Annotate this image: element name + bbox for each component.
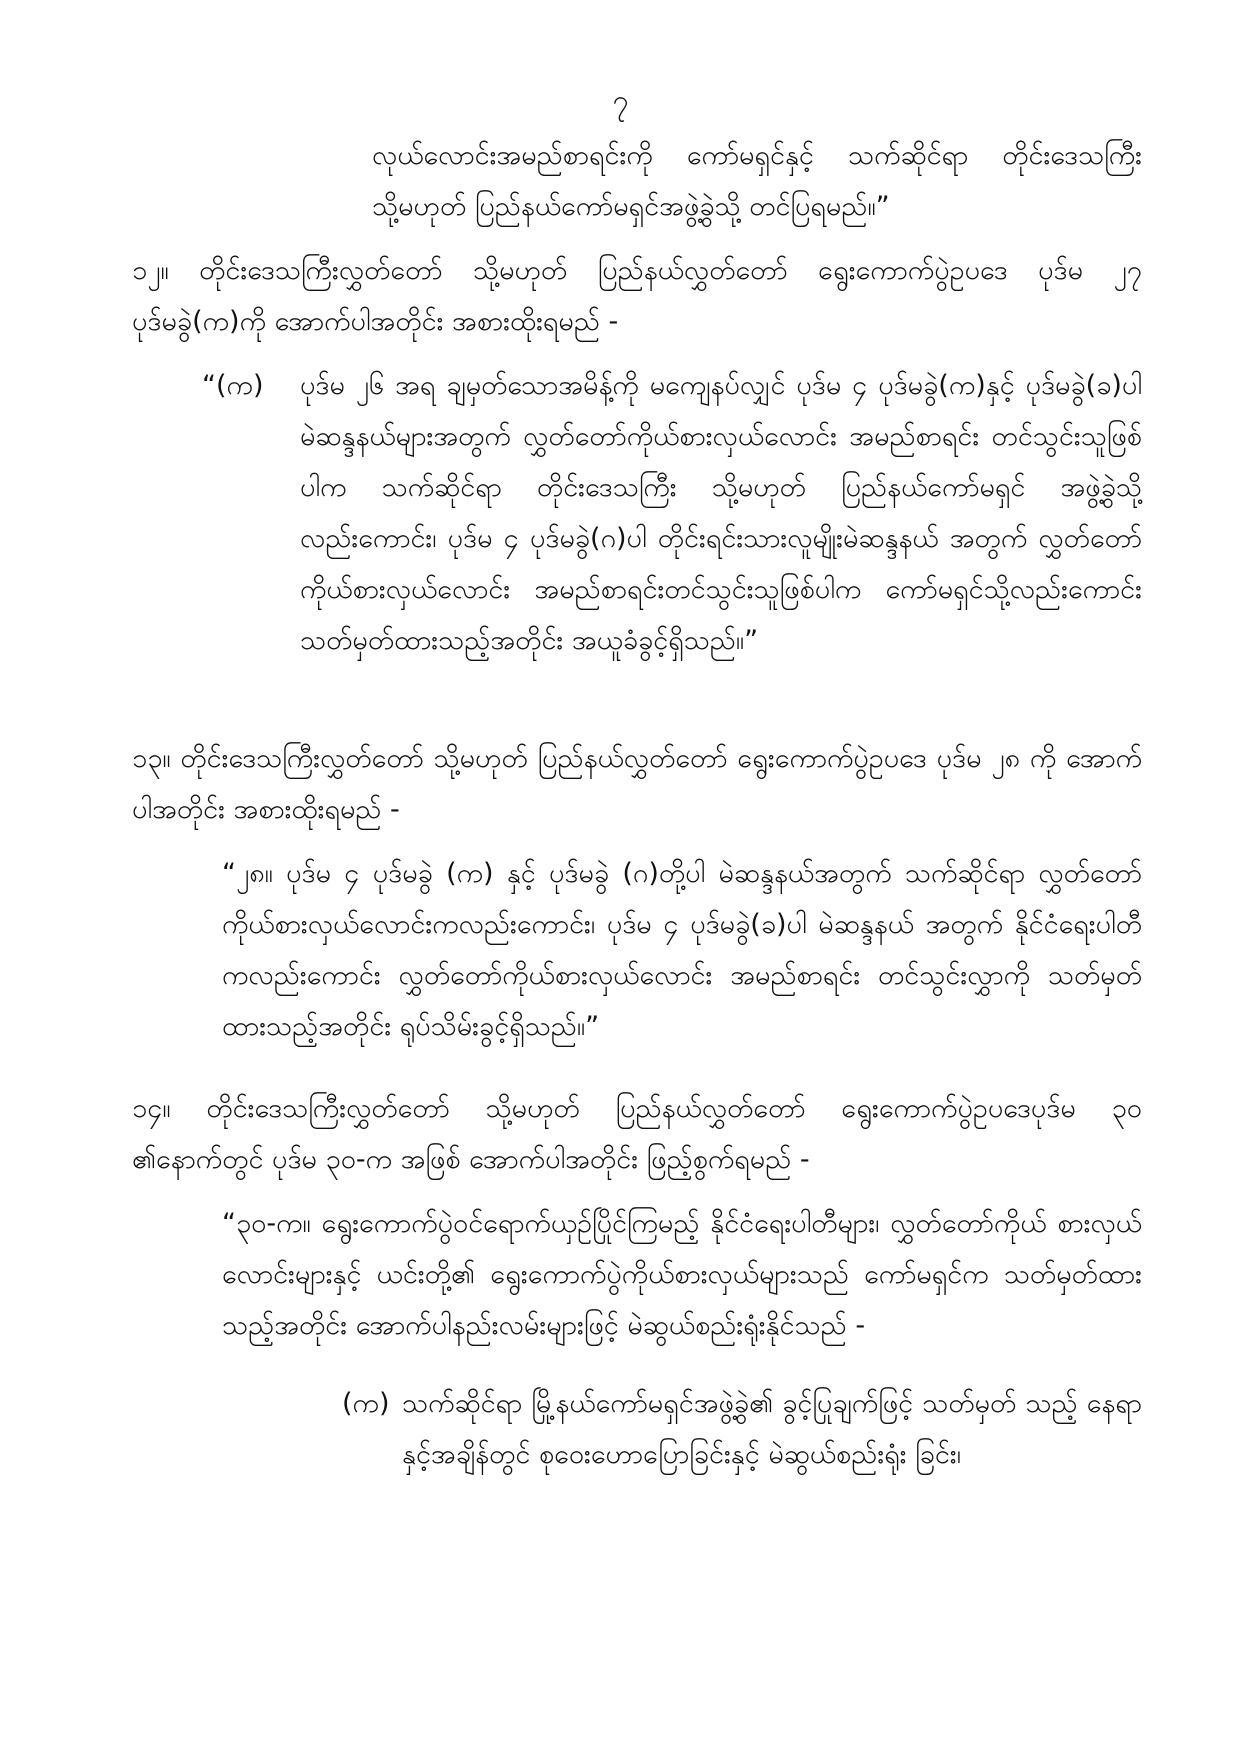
- page-number: ၇: [612, 84, 629, 117]
- section-13: ၁၃။ တိုင်းဒေသကြီးလွှတ်တော် သို့မဟုတ် ပြည်နယ်လွှတ်တော် ရွေးကောက်ပွဲဥပဒေ ပုဒ်မ ၂၈ ကို အောက်ပါအတိုင်း အစားထိုးရမည် -: [132, 743, 1142, 825]
- quote-section-14: “၃၀-က။ ရွေးကောက်ပွဲဝင်ရောက်ယှဉ်ပြိုင်ကြမည့် နိုင်ငံရေးပါတီများ၊ လွှတ်တော်ကိုယ် စားလှယ်လောင်းများနှင့် ယင်းတို့၏ ရွေးကောက်ပွဲကိုယ်စားလှယ်များသည် ကော်မရှင်က သတ်မှတ်ထားသည့်အတိုင်း အောက်ပါနည်းလမ်းများဖြင့် မဲဆွယ်စည်းရုံးနိုင်သည် -: [222, 1208, 1142, 1341]
- item-label: (က): [342, 1388, 390, 1419]
- quote-section-13: “၂၈။ ပုဒ်မ ၄ ပုဒ်မခွဲ (က) နှင့် ပုဒ်မခွဲ (ဂ)တို့ပါ မဲဆန္ဒနယ်အတွက် သက်ဆိုင်ရာ လွှတ်တော်ကိုယ်စားလှယ်လောင်းကလည်းကောင်း၊ ပုဒ်မ ၄ ပုဒ်မခွဲ(ခ)ပါ မဲဆန္ဒနယ် အတွက် နိုင်ငံရေးပါတီကလည်းကောင်း လွှတ်တော်ကိုယ်စားလှယ်လောင်း အမည်စာရင်း တင်သွင်းလွှာကို သတ်မှတ်ထားသည့်အတိုင်း ရုပ်သိမ်းခွင့်ရှိသည်။”: [222, 858, 1142, 1042]
- paragraph-continuation: လုယ်လောင်းအမည်စာရင်းကို ကော်မရှင်နှင့် သက်ဆိုင်ရာ တိုင်းဒေသကြီး သို့မဟုတ် ပြည်နယ်ကော်မရှင်အဖွဲ့ခွဲသို့ တင်ပြရမည်။”: [372, 140, 1142, 222]
- quote-label: “(က): [202, 370, 264, 401]
- section-12: ၁၂။ တိုင်းဒေသကြီးလွှတ်တော် သို့မဟုတ် ပြည်နယ်လွှတ်တော် ရွေးကောက်ပွဲဥပဒေ ပုဒ်မ ၂၇ ပုဒ်မခွဲ(က)ကို အောက်ပါအတိုင်း အစားထိုးရမည် -: [132, 255, 1142, 337]
- item-text: သက်ဆိုင်ရာ မြို့နယ်ကော်မရှင်အဖွဲ့ခွဲ၏ ခွင့်ပြုချက်ဖြင့် သတ်မှတ် သည့် နေရာနှင့်အချိန်တွင် စုဝေးဟောပြောခြင်းနှင့် မဲဆွယ်စည်းရုံး ခြင်း၊: [402, 1388, 1142, 1470]
- item-ka: [342, 1378, 1142, 1480]
- quote-text: ပုဒ်မ ၂၆ အရ ချမှတ်သောအမိန့်ကို မကျေနပ်လျှင် ပုဒ်မ ၄ ပုဒ်မခွဲ(က)နှင့် ပုဒ်မခွဲ(ခ)ပါ မဲဆန္ဒနယ်များအတွက် လွှတ်တော်ကိုယ်စားလှယ်လောင်း အမည်စာရင်း တင်သွင်းသူဖြစ်ပါက သက်ဆိုင်ရာ တိုင်းဒေသကြီး သို့မဟုတ် ပြည်နယ်ကော်မရှင် အဖွဲ့ခွဲသို့လည်းကောင်း၊ ပုဒ်မ ၄ ပုဒ်မခွဲ(ဂ)ပါ တိုင်းရင်းသားလူမျိုးမဲဆန္ဒနယ် အတွက် လွှတ်တော်ကိုယ်စားလှယ်လောင်း အမည်စာရင်းတင်သွင်းသူဖြစ်ပါက ကော်မရှင်သို့လည်းကောင်း သတ်မှတ်ထားသည့်အတိုင်း အယူခံခွင့်ရှိသည်။”: [300, 370, 1142, 656]
- quote-section-12: [202, 360, 1142, 666]
- section-14: ၁၄။ တိုင်းဒေသကြီးလွှတ်တော် သို့မဟုတ် ပြည်နယ်လွှတ်တော် ရွေးကောက်ပွဲဥပဒေပုဒ်မ ၃၀ ၏နောက်တွင် ပုဒ်မ ၃၀-က အဖြစ် အောက်ပါအတိုင်း ဖြည့်စွက်ရမည် -: [132, 1093, 1142, 1175]
